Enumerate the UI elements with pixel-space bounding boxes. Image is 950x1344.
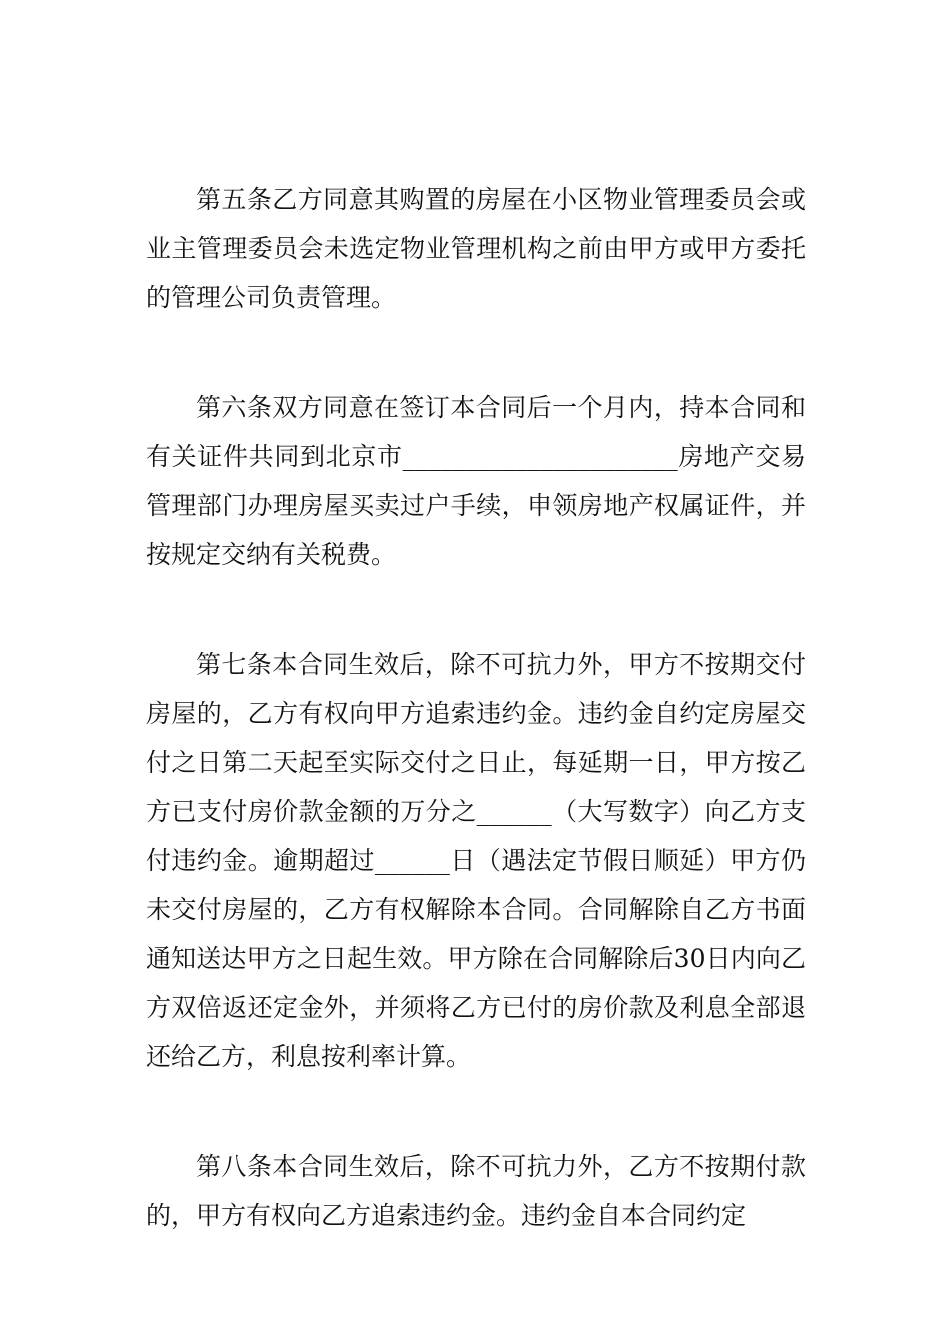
clause-6-paragraph: 第六条双方同意在签订本合同后一个月内，持本合同和有关证件共同到北京市______________________房地产交易管理部门办理房屋买卖过户手续，申领房地产权属证件，并按规定交纳有关税费。 (146, 393, 806, 569)
clause-5-paragraph: 第五条乙方同意其购置的房屋在小区物业管理委员会或业主管理委员会未选定物业管理机构之前由甲方或甲方委托的管理公司负责管理。 (146, 185, 806, 312)
clause-8-paragraph: 第八条本合同生效后，除不可抗力外，乙方不按期付款的，甲方有权向乙方追索违约金。违约金自本合同约定 (146, 1152, 806, 1230)
document-body (146, 175, 806, 1240)
clause-7-paragraph: 第七条本合同生效后，除不可抗力外，甲方不按期交付房屋的，乙方有权向甲方追索违约金。违约金自约定房屋交付之日第二天起至实际交付之日止，每延期一日，甲方按乙方已支付房价款金额的万分之______（大写数字）向乙方支付违约金。逾期超过______日（遇法定节假日顺延）甲方仍未交付房屋的，乙方有权解除本合同。合同解除自乙方书面通知送达甲方之日起生效。甲方除在合同解除后30日内向乙方双倍返还定金外，并须将乙方已付的房价款及利息全部退还给乙方，利息按利率计算。 (146, 650, 806, 1071)
